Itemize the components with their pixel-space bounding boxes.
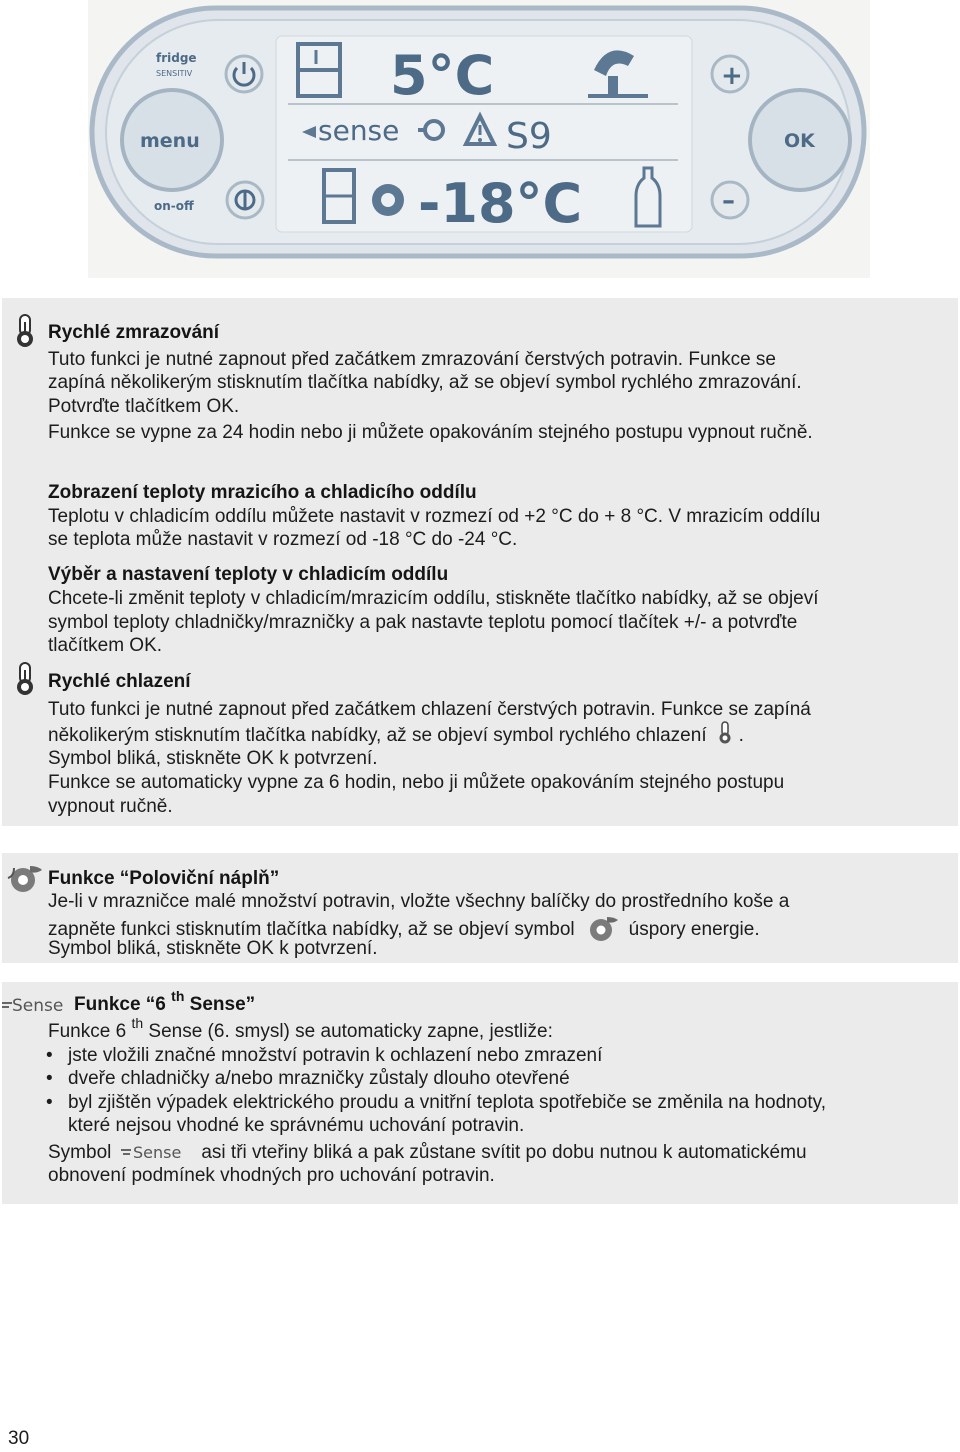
half-load-text-1: Je-li v mrazničce malé množství potravin, vložte všechny balíčky do prostředního koše a bbox=[48, 891, 790, 912]
section-title-temperature-setting: Výběr a nastavení teploty v chladicím oddílu bbox=[48, 564, 449, 585]
sixth-sense-intro bbox=[48, 1014, 553, 1044]
menu-button-label: menu bbox=[140, 130, 200, 152]
sixth-sense-symbol-b: asi tři vteřiny bliká a pak zůstane svítit po dobu nutnou k automatickému bbox=[201, 1142, 807, 1163]
sixth-sense-intro-b: Sense (6. smysl) se automaticky zapne, jestliže: bbox=[148, 1021, 553, 1042]
sense-display-label: sense bbox=[318, 114, 400, 147]
half-load-inline-icon bbox=[585, 913, 621, 937]
onoff-label: on-off bbox=[154, 199, 194, 213]
sixth-sense-symbol-line bbox=[48, 1140, 807, 1165]
sixth-sense-bullet-3-continued: které nejsou vhodné ke správnému uchování potravin. bbox=[68, 1115, 525, 1136]
freezer-temperature-display: -18°C bbox=[418, 172, 583, 235]
sixth-sense-icon bbox=[0, 991, 72, 1022]
sixth-sense-bullet-1-text: jste vložili značné množství potravin k ochlazení nebo zmrazení bbox=[68, 1045, 603, 1066]
section-title-fast-freeze: Rychlé zmrazování bbox=[48, 322, 220, 343]
section-title-half-load: Funkce “Poloviční náplň” bbox=[48, 868, 280, 889]
brand-label: fridge bbox=[156, 51, 197, 65]
fast-freeze-icon bbox=[12, 314, 38, 355]
sixth-sense-bullet-1: • jste vložili značné množství potravin k ochlazení nebo zmrazení bbox=[46, 1045, 603, 1066]
fast-freeze-text-3: Potvrďte tlačítkem OK. bbox=[48, 396, 240, 417]
sixth-sense-title-sup: th bbox=[171, 987, 185, 1004]
fast-cool-text-1: Tuto funkci je nutné zapnout před začátkem chlazení čerstvých potravin. Funkce se zapíná bbox=[48, 699, 811, 720]
sixth-sense-inline-icon bbox=[119, 1140, 193, 1162]
fast-cool-text-3: Symbol bliká, stiskněte OK k potvrzení. bbox=[48, 748, 378, 769]
fast-cool-text-2 bbox=[48, 721, 744, 748]
half-load-eco-icon bbox=[6, 862, 44, 901]
sixth-sense-symbol-a: Symbol bbox=[48, 1142, 112, 1163]
sixth-sense-title-a: Funkce “6 bbox=[74, 994, 166, 1015]
sixth-sense-title-b: Sense” bbox=[189, 994, 256, 1015]
fridge-temperature-display: 5°C bbox=[390, 44, 495, 107]
section-title-sixth-sense bbox=[74, 987, 256, 1017]
half-load-text-3: Symbol bliká, stiskněte OK k potvrzení. bbox=[48, 938, 378, 959]
temperature-setting-text-3: tlačítkem OK. bbox=[48, 635, 163, 656]
sixth-sense-bullet-2-text: dveře chladničky a/nebo mrazničky zůstaly dlouho otevřené bbox=[68, 1068, 570, 1089]
sixth-sense-intro-a: Funkce 6 bbox=[48, 1021, 127, 1042]
ok-button[interactable] bbox=[750, 90, 850, 190]
sixth-sense-intro-sup: th bbox=[131, 1014, 144, 1031]
temperature-display-text-1: Teplotu v chladicím oddílu můžete nastavit v rozmezí od +2 °C do + 8 °C. V mrazicím oddílu bbox=[48, 506, 821, 527]
temperature-display-text-2: se teplota může nastavit v rozmezí od -18 °C do -24 °C. bbox=[48, 529, 518, 550]
fast-cool-text-2a: několikerým stisknutím tlačítka nabídky, až se objeví symbol rychlého chlazení bbox=[48, 725, 707, 746]
power-standby-button[interactable] bbox=[226, 56, 262, 92]
fast-freeze-text-1: Tuto funkci je nutné zapnout před začátkem zmrazování čerstvých potravin. Funkce se bbox=[48, 349, 776, 370]
half-load-display-icon bbox=[372, 184, 404, 216]
sixth-sense-bullet-2: • dveře chladničky a/nebo mrazničky zůstaly dlouho otevřené bbox=[46, 1068, 570, 1089]
temperature-setting-text-2: symbol teploty chladničky/mrazničky a pak nastavte teplotu pomocí tlačítek +/- a potvrďte bbox=[48, 612, 798, 633]
sixth-sense-bullet-3: • byl zjištěn výpadek elektrického proudu a vnitřní teplota spotřebiče se změnila na hodnoty, bbox=[46, 1092, 826, 1113]
sixth-sense-bullet-3-text: byl zjištěn výpadek elektrického proudu a vnitřní teplota spotřebiče se změnila na hodnoty, bbox=[68, 1092, 826, 1113]
minus-button[interactable] bbox=[712, 182, 748, 218]
fast-freeze-text-4: Funkce se vypne za 24 hodin nebo ji můžete opakováním stejného postupu vypnout ručně. bbox=[48, 422, 813, 443]
section-title-temperature-display: Zobrazení teploty mrazicího a chladicího oddílu bbox=[48, 482, 477, 503]
fast-cool-icon bbox=[12, 662, 38, 703]
ok-button-label: OK bbox=[784, 130, 815, 152]
fast-freeze-text-2: zapíná několikerým stisknutím tlačítka nabídky, až se objeví symbol rychlého zmrazování. bbox=[48, 372, 802, 393]
temperature-setting-text-1: Chcete-li změnit teploty v chladicím/mrazicím oddílu, stiskněte tlačítko nabídky, až se objeví bbox=[48, 588, 819, 609]
control-panel-image bbox=[88, 0, 870, 278]
section-title-fast-cool: Rychlé chlazení bbox=[48, 671, 191, 692]
fast-cool-text-2b: . bbox=[738, 725, 744, 746]
half-load-text-2b: úspory energie. bbox=[628, 919, 760, 940]
sixth-sense-inline-icon-label: Sense bbox=[133, 1143, 182, 1162]
fast-cool-inline-icon bbox=[717, 721, 737, 743]
plus-button-label: + bbox=[721, 61, 743, 91]
brand-sub-label: SENSITIV bbox=[156, 69, 193, 78]
fast-cool-text-4: Funkce se automaticky vypne za 6 hodin, nebo ji můžete opakováním stejného postupu bbox=[48, 772, 785, 793]
plus-button[interactable] bbox=[712, 56, 748, 92]
onoff-button[interactable] bbox=[227, 182, 263, 218]
half-load-text-2a: zapněte funkci stisknutím tlačítka nabídky, až se objeví symbol bbox=[48, 919, 575, 940]
sixth-sense-icon-label: Sense bbox=[12, 996, 64, 1016]
control-panel-drawing bbox=[88, 0, 870, 278]
sixth-sense-last-line: obnovení podmínek vhodných pro uchování potravin. bbox=[48, 1165, 495, 1186]
code-display: S9 bbox=[506, 116, 552, 157]
minus-button-label: – bbox=[722, 186, 735, 216]
fast-cool-text-5: vypnout ručně. bbox=[48, 796, 173, 817]
menu-button[interactable] bbox=[122, 90, 222, 190]
page-number: 30 bbox=[8, 1428, 30, 1449]
